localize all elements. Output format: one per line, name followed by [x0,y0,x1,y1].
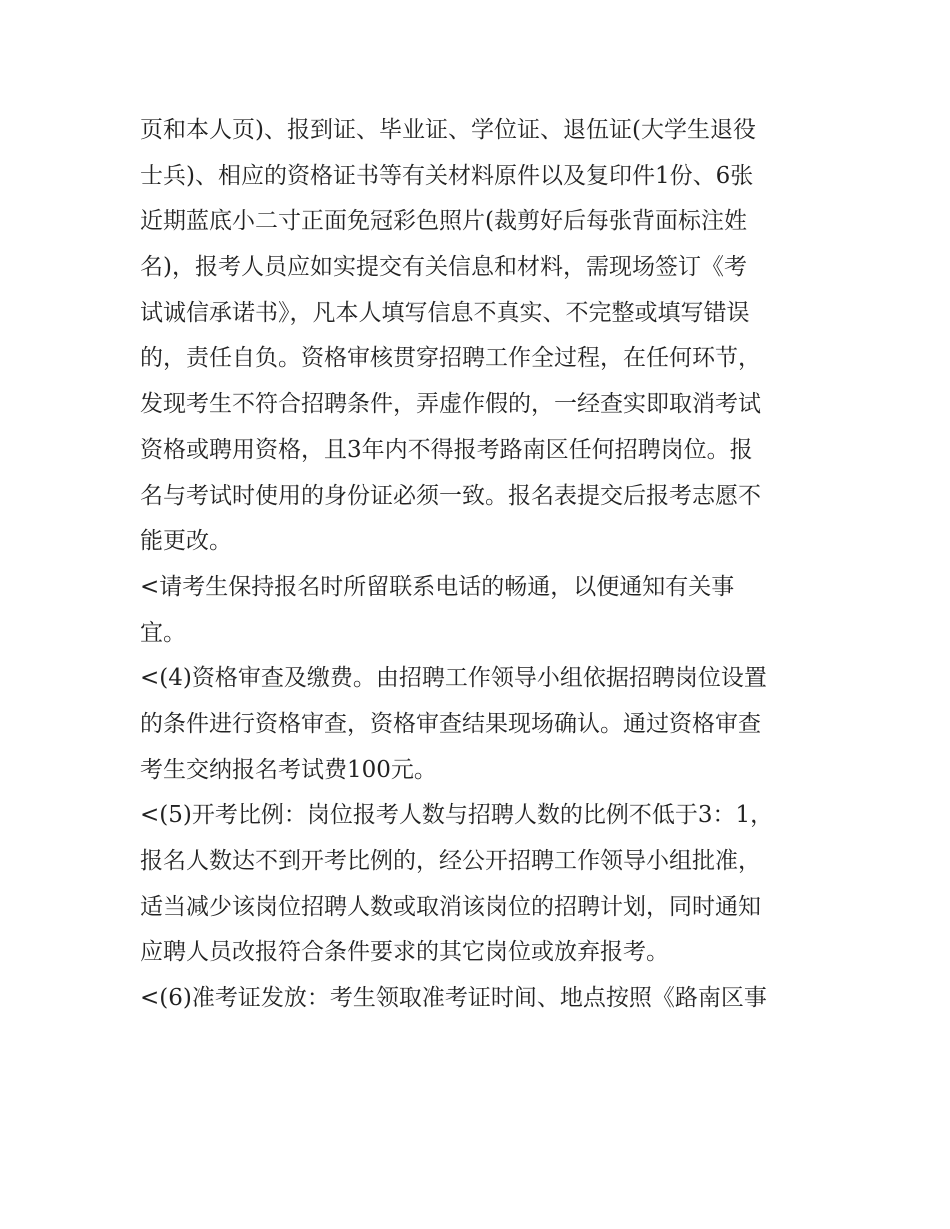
text-line: 士兵)、相应的资格证书等有关材料原件以及复印件1份、6张 [140,162,754,189]
text-line: <请考生保持报名时所留联系电话的畅通，以便通知有关事 [140,573,735,600]
text-line: 报名人数达不到开考比例的，经公开招聘工作领导小组批准， [140,848,761,874]
text-line: 近期蓝底小二寸正面免冠彩色照片(裁剪好后每张背面标注姓 [140,208,747,235]
text-line: 名)，报考人员应如实提交有关信息和材料，需现场签订《考 [140,254,747,281]
text-line: 试诚信承诺书》，凡本人填写信息不真实、不完整或填写错误 [140,299,750,326]
body-text [140,108,820,1022]
text-line: 宜。 [140,619,186,646]
text-line: <(6)准考证发放：考生领取准考证时间、地点按照《路南区事 [140,985,767,1012]
text-line: 页和本人页)、报到证、毕业证、学位证、退伍证(大学生退役 [140,117,756,143]
text-line: 考生交纳报名考试费100元。 [140,756,437,783]
text-line: 名与考试时使用的身份证必须一致。报名表提交后报考志愿不 [140,482,761,509]
text-line: 适当减少该岗位招聘人数或取消该岗位的招聘计划，同时通知 [140,893,761,920]
text-line: 能更改。 [140,528,232,555]
text-line: 的，责任自负。资格审核贯穿招聘工作全过程，在任何环节， [140,345,761,372]
text-line: 应聘人员改报符合条件要求的其它岗位或放弃报考。 [140,939,669,966]
text-line: <(5)开考比例：岗位报考人数与招聘人数的比例不低于3：1， [140,802,774,829]
text-line: 发现考生不符合招聘条件，弄虚作假的，一经查实即取消考试 [140,391,761,418]
text-line: 资格或聘用资格，且3年内不得报考路南区任何招聘岗位。报 [140,436,753,463]
text-line: 的条件进行资格审查，资格审查结果现场确认。通过资格审查 [140,710,761,737]
text-line: <(4)资格审查及缴费。由招聘工作领导小组依据招聘岗位设置 [140,665,767,692]
